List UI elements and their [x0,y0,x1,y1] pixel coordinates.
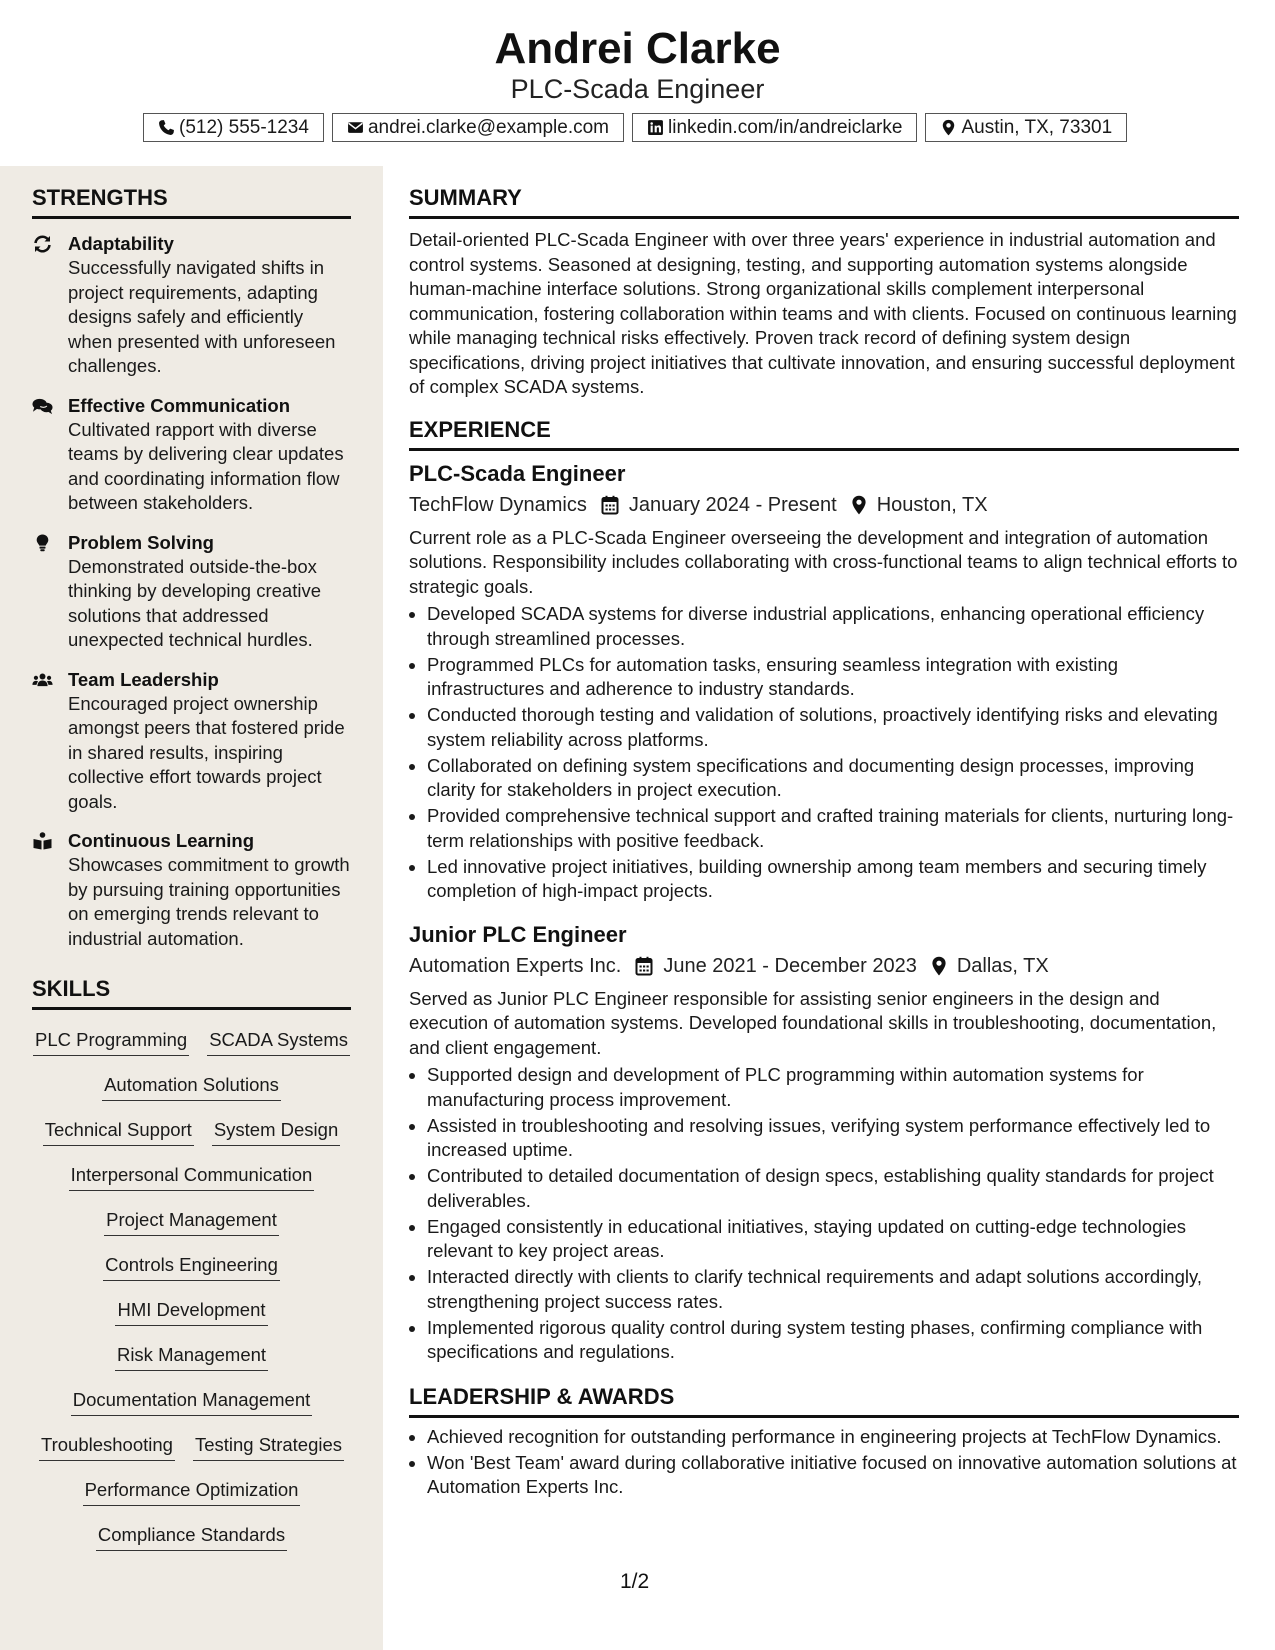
skill-tag: PLC Programming [33,1028,189,1056]
email-text: andrei.clarke@example.com [367,116,609,138]
contact-email[interactable] [332,113,624,142]
candidate-title: PLC-Scada Engineer [510,74,765,104]
job-title: Junior PLC Engineer [409,921,627,947]
skill-tag: Documentation Management [71,1388,313,1416]
job-title: PLC-Scada Engineer [409,460,626,486]
strength-title: Effective Communication [68,394,291,416]
job-bullet: • Provided comprehensive technical support and crafted training materials for clients, nurturing long-term relationships with positive feedback. [427,804,1239,853]
sidebar [0,166,383,1650]
strengths-heading: STRENGTHS [32,184,351,219]
skill-tag: Project Management [104,1208,279,1236]
job-bullet: • Engaged consistently in educational initiatives, staying updated on cutting-edge technologies relevant to key project areas. [427,1215,1239,1264]
book-reader-icon [32,832,53,850]
skill-tag: Controls Engineering [103,1253,280,1281]
skills-list [32,1018,351,1558]
map-marker-icon [851,495,867,515]
summary-heading: SUMMARY [409,184,1239,219]
job-company: Automation Experts Inc. [409,954,622,977]
award-item: • Won 'Best Team' award during collaborative initiative focused on innovative automation solutions at Automation Experts Inc. [427,1451,1239,1500]
linkedin-icon [647,119,664,136]
job-dates: June 2021 - December 2023 [663,954,917,977]
strength-text: Demonstrated outside-the-box thinking by developing creative solutions that addressed unexpected technical hurdles. [68,555,321,650]
page-number: 1/2 [620,1570,650,1593]
skill-tag: Compliance Standards [96,1523,287,1551]
skill-tag: Risk Management [115,1343,268,1371]
skill-tag: Performance Optimization [83,1478,301,1506]
contact-bar [143,113,1127,142]
sync-icon [32,235,53,253]
contact-phone[interactable] [143,113,324,142]
skill-tag: Interpersonal Communication [69,1163,315,1191]
main-content [409,184,1239,1501]
resume-header [0,0,1275,166]
award-item: • Achieved recognition for outstanding performance in engineering projects at TechFlow Dynamics. [427,1425,1239,1450]
awards-section [409,1383,1239,1500]
strengths-list [32,231,351,951]
strength-item [32,231,351,379]
job-bullet: • Developed SCADA systems for diverse industrial applications, enhancing operational efficiency through streamlined processes. [427,602,1239,651]
map-marker-icon [931,956,947,976]
job-location: Houston, TX [876,493,988,516]
envelope-icon [347,119,364,136]
linkedin-text: linkedin.com/in/andreiclarke [668,116,903,138]
strength-text: Encouraged project ownership amongst peers that fostered pride in shared results, inspiring collective effort towards project goals. [68,692,345,812]
candidate-name: Andrei Clarke [494,24,781,73]
map-marker-icon [940,119,957,136]
skill-tag: Automation Solutions [102,1073,281,1101]
job-bullet: • Interacted directly with clients to clarify technical requirements and adapt solutions accordingly, strengthening project success rates. [427,1265,1239,1314]
strength-text: Cultivated rapport with diverse teams by delivering clear updates and coordinating information flow between stakeholders. [68,418,344,513]
calendar-icon [635,956,653,976]
job-bullet: • Programmed PLCs for automation tasks, ensuring seamless integration with existing infrastructures and adherence to industry standards. [427,653,1239,702]
strength-item [32,828,351,951]
job-bullet: • Collaborated on defining system specifications and documenting design processes, improving clarity for stakeholders in project execution. [427,754,1239,803]
job-entry [409,920,1239,1365]
job-bullets [409,1063,1239,1365]
skill-tag: Troubleshooting [39,1433,175,1461]
experience-heading: EXPERIENCE [409,416,1239,451]
skills-heading: SKILLS [32,975,351,1010]
job-location: Dallas, TX [956,954,1049,977]
strength-item [32,667,351,815]
strength-title: Problem Solving [68,531,214,553]
job-entry [409,459,1239,904]
summary-text: Detail-oriented PLC-Scada Engineer with over three years' experience in industrial automation and control systems. Seasoned at designing, testing, and supporting automation systems alongside human-machine interface solutions. Strong organizational skills complement interpersonal communication, fostering collaboration within teams and with clients. Focused on continuous learning while managing technical risks effectively. Proven track record of defining system design specifications, driving project initiatives that cultivate innovation, and ensuring successful deployment of complex SCADA systems. [409,229,1237,397]
strength-text: Successfully navigated shifts in project requirements, adapting designs safely and efficiently when presented with unforeseen challenges. [68,257,336,376]
strength-title: Continuous Learning [68,830,255,851]
job-meta [409,952,1239,980]
comments-icon [32,397,53,415]
job-dates: January 2024 - Present [628,493,837,516]
strength-text: Showcases commitment to growth by pursuing training opportunities on emerging trends relevant to industrial automation. [68,854,350,949]
job-bullet: • Supported design and development of PLC programming within automation systems for manufacturing process improvement. [427,1063,1239,1112]
strength-title: Team Leadership [68,668,219,690]
strength-title: Adaptability [68,233,174,254]
job-bullet: • Led innovative project initiatives, building ownership among team members and securing timely completion of high-impact projects. [427,855,1239,904]
lightbulb-icon [32,534,53,552]
skills-section [32,975,351,1558]
job-bullet: • Assisted in troubleshooting and resolving issues, verifying system performance effectively led to increased uptime. [427,1114,1239,1163]
skill-tag: Technical Support [43,1118,194,1146]
awards-list [409,1425,1239,1500]
strength-item [32,393,351,516]
contact-linkedin[interactable] [632,113,917,142]
skill-tag: SCADA Systems [207,1028,350,1056]
skill-tag: System Design [212,1118,340,1146]
awards-heading: LEADERSHIP & AWARDS [409,1383,1239,1418]
calendar-icon [601,495,619,515]
job-bullet: • Implemented rigorous quality control during system testing phases, confirming compliance with specifications and regulations. [427,1316,1239,1365]
job-bullet: • Contributed to detailed documentation of design specs, establishing quality standards for project deliverables. [427,1164,1239,1213]
location-text: Austin, TX, 73301 [961,116,1113,138]
job-company: TechFlow Dynamics [409,493,587,516]
job-meta [409,491,1239,519]
phone-icon [158,119,175,136]
job-bullet: • Conducted thorough testing and validation of solutions, proactively identifying risks and elevating system reliability across platforms. [427,703,1239,752]
phone-text: (512) 555-1234 [179,116,309,138]
strength-item [32,530,351,653]
contact-location[interactable] [925,113,1127,142]
job-description: Current role as a PLC-Scada Engineer overseeing the development and integration of automation solutions. Responsibility includes collaborating with cross-functional teams to align technical efforts to strategic goals. [409,526,1238,597]
experience-section [409,416,1239,1365]
job-description: Served as Junior PLC Engineer responsible for assisting senior engineers in the design and execution of automation systems. Developed foundational skills in troubleshooting, documentation, and client engagement. [409,987,1217,1058]
job-bullets [409,602,1239,904]
users-icon [32,671,53,689]
skill-tag: Testing Strategies [193,1433,344,1461]
skill-tag: HMI Development [115,1298,267,1326]
